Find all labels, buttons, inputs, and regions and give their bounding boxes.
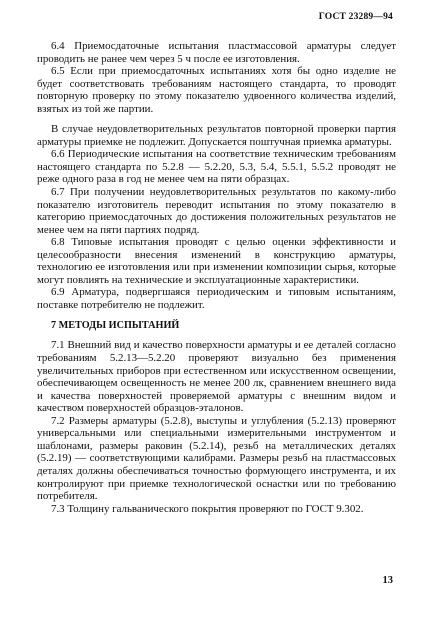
paragraph-6-6: 6.6 Периодические испытания на соответствие техническим требованиям настоящего стандарта по 5.2.8 — 5.2.20, 5.3, 5.4, 5.5.1, 5.5.2 проводят не реже одного раза в год не менее чем на пяти образцах. — [37, 148, 396, 186]
paragraph-6-9: 6.9 Арматура, подвергшаяся периодическим и типовым испытаниям, поставке потребителю не подлежит. — [37, 286, 396, 311]
paragraph-6-5-continued: В случае неудовлетворительных результатов повторной проверки партия арматуры приемке не подлежит. Допускается поштучная приемка арматуры. — [37, 123, 396, 148]
document-body — [37, 40, 396, 515]
paragraph-6-4: 6.4 Приемосдаточные испытания пластмассовой арматуры следует проводить не ранее чем через 5 ч после ее изготовления. — [37, 40, 396, 65]
paragraph-6-7: 6.7 При получении неудовлетворительных результатов по какому-либо показателю изготовитель переводит испытания по этому показателю в категорию приемосдаточных до достижения положительных результатов не менее чем на пяти партиях подряд. — [37, 186, 396, 236]
paragraph-7-2: 7.2 Размеры арматуры (5.2.8), выступы и углубления (5.2.13) проверяют универсальными или специальными измерительными инструментом и шаблонами, размеры раковин (5.2.14), резьб на металлических деталях (5.2.19) — соответствующими калибрами. Размеры резьб на пластмассовых деталях должны обеспечиваться точностью формующего инструмента, и их контролируют при приемке технологической оснастки или по требованию потребителя. — [37, 414, 396, 503]
standard-header: ГОСТ 23289—94 — [318, 12, 393, 22]
section-title: 7 МЕТОДЫ ИСПЫТАНИЙ — [51, 320, 180, 332]
paragraph-7-3: 7.3 Толщину гальванического покрытия проверяют по ГОСТ 9.302. — [51, 502, 364, 515]
paragraph-6-5: 6.5 Если при приемосдаточных испытаниях хотя бы одно изделие не будет соответствовать требованиям настоящего стандарта, то проводят повторную проверку по этому показателю удвоенного количества изделий, взятых из той же партии. — [37, 65, 396, 115]
paragraph-6-8: 6.8 Типовые испытания проводят с целью оценки эффективности и целесообразности внесения изменений в конструкцию арматуры, технологию ее изготовления или при изменении композиции сырья, которые могут повлиять на технические и эксплуатационные характеристики. — [37, 236, 396, 286]
paragraph-7-1: 7.1 Внешний вид и качество поверхности арматуры и ее деталей согласно требованиям 5.2.13—5.2.20 проверяют визуально без применения увеличительных приборов при естественном или искусственном освещении, обеспечивающем освещенность не менее 200 лк, сравнением внешнего вида и качества поверхностей проверяемой арматуры с внешним видом и качеством поверхностей образцов-эталонов. — [37, 339, 396, 415]
page-number: 13 — [382, 575, 393, 586]
